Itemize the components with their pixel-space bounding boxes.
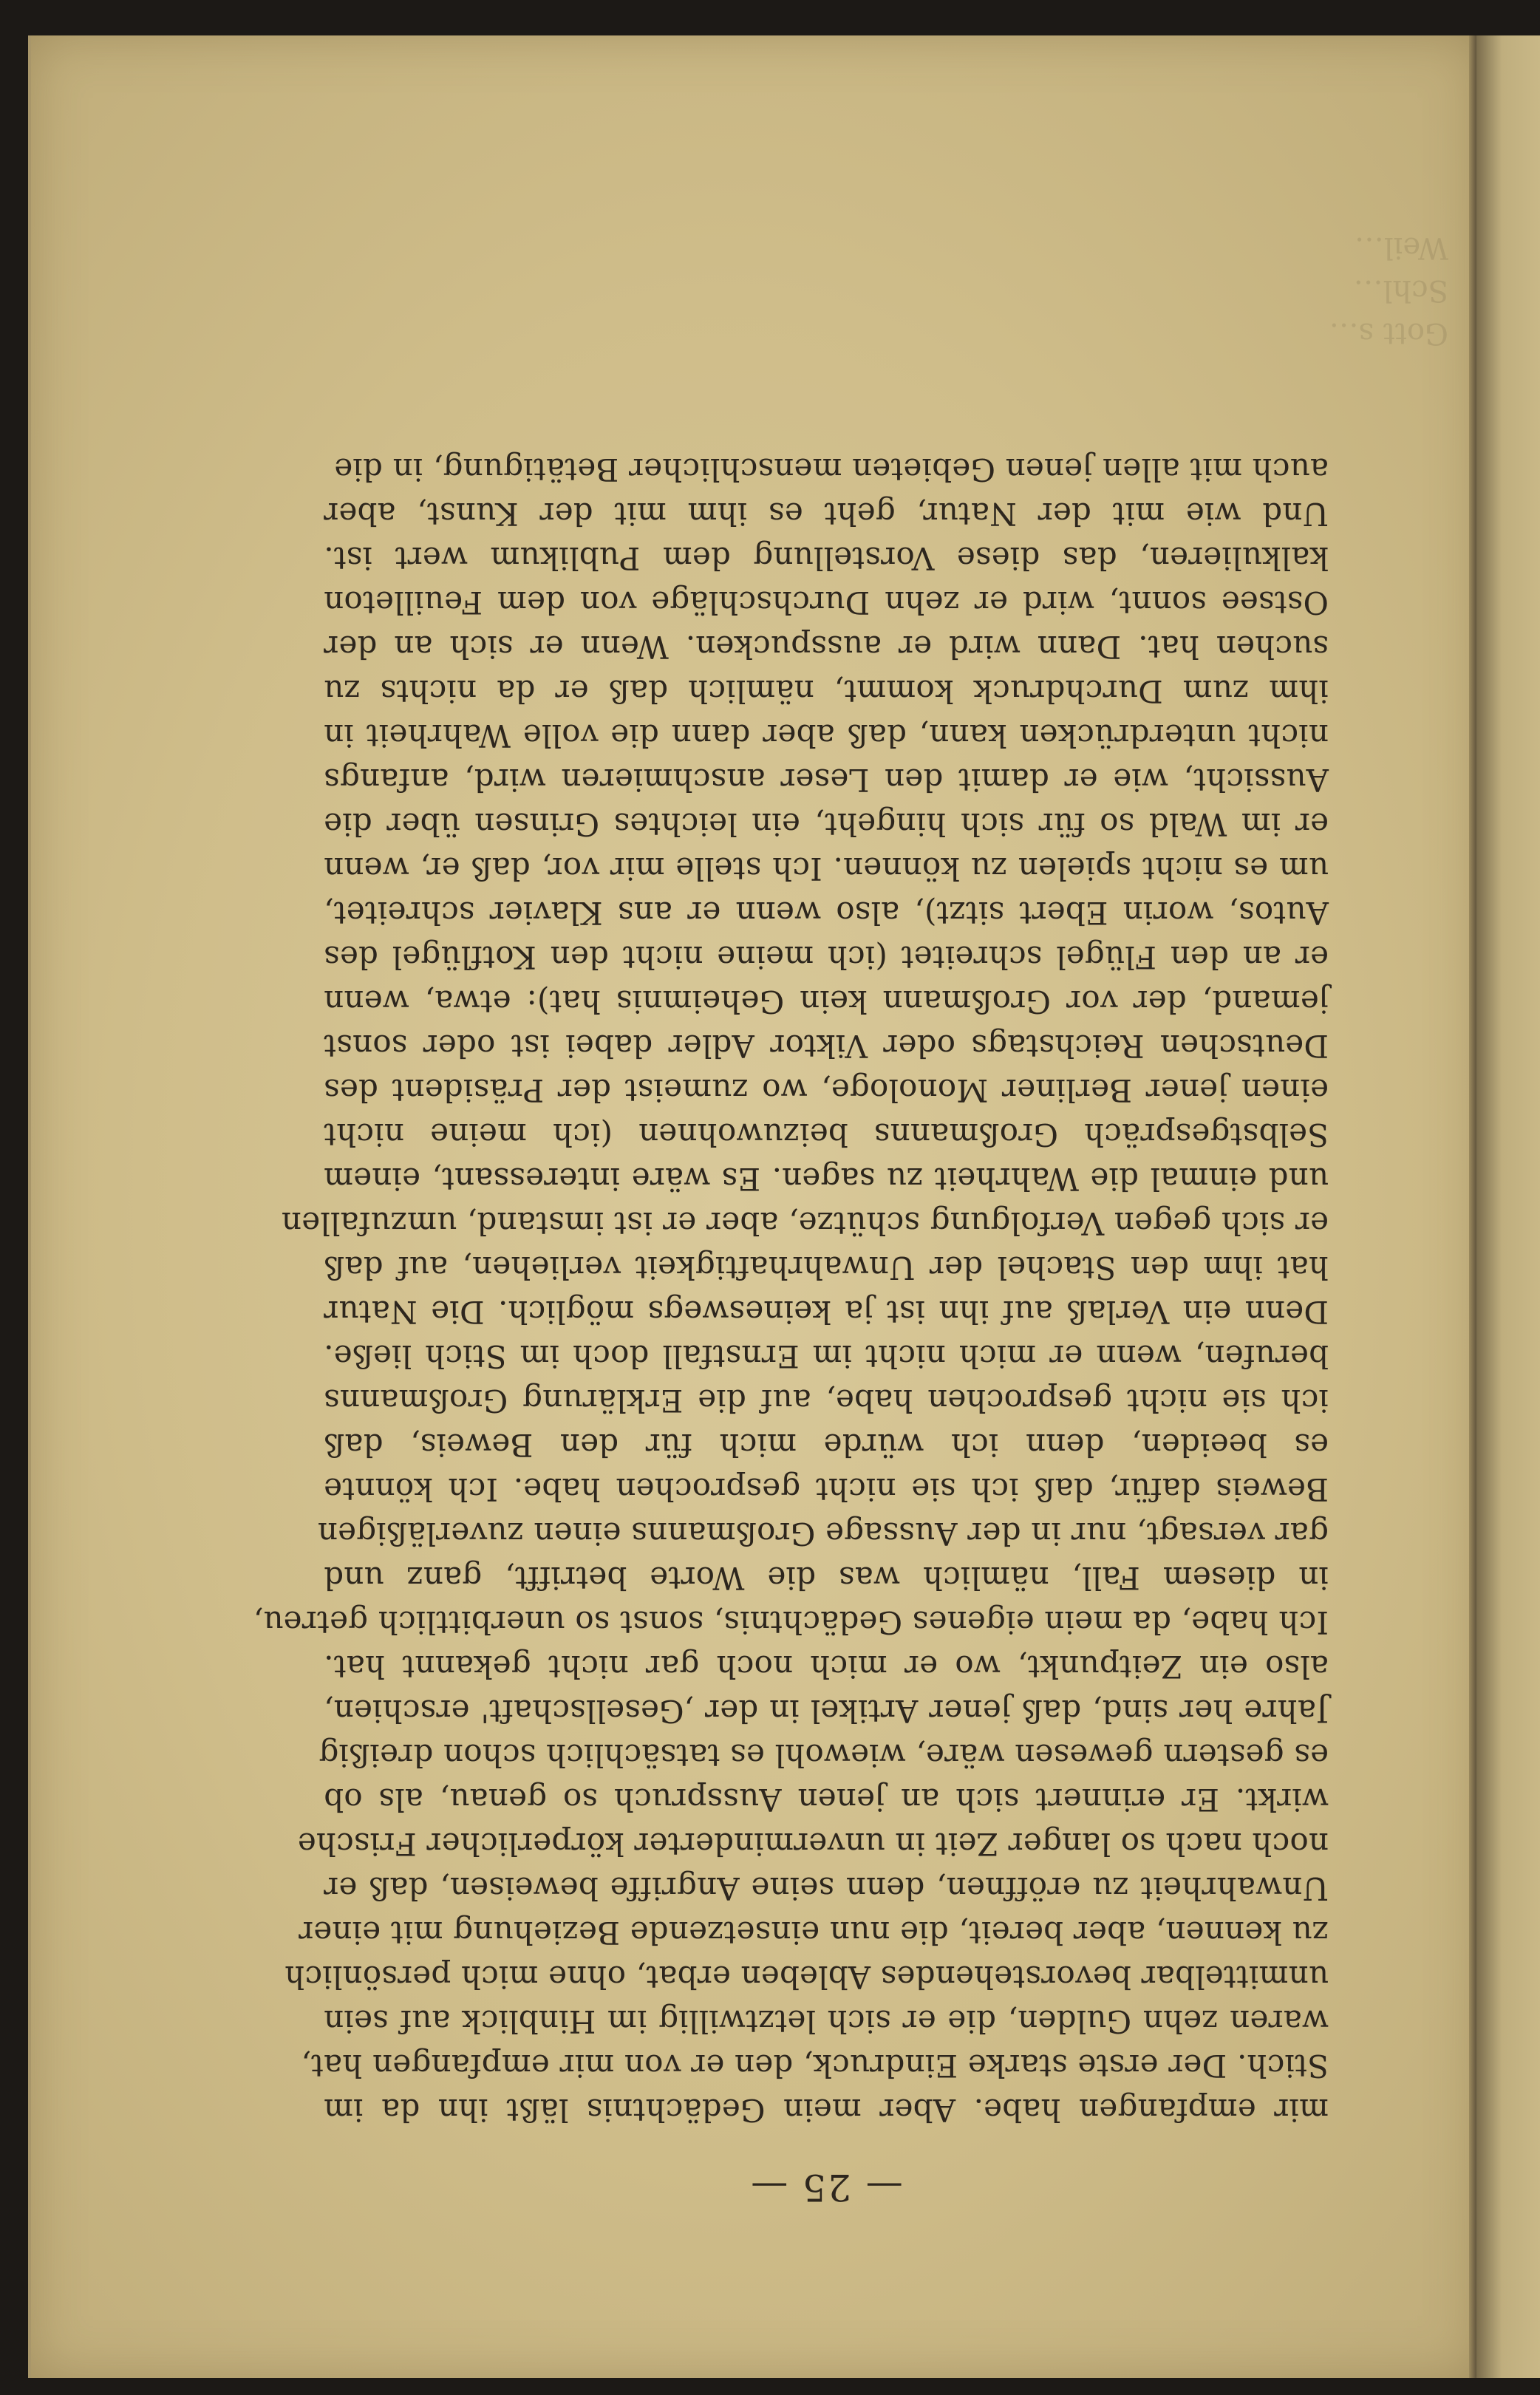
text-line: er im Wald so für sich hingeht, ein leichtes Grinsen über die bbox=[324, 806, 1329, 842]
text-line: er sich gegen Verfolgung schütze, aber er ist imstand, umzufallen bbox=[281, 1205, 1329, 1241]
text-line: Unwahrheit zu eröffnen, denn seine Angriffe beweisen, daß er bbox=[324, 1870, 1329, 1907]
bleed-through-ghost-text: Gott s… Schl… Weil… bbox=[1329, 231, 1448, 350]
text-line: zu kennen, aber bereit, die nun einsetzende Beziehung mit einer bbox=[298, 1915, 1329, 1951]
text-line: um es nicht spielen zu können. Ich stelle mir vor, daß er, wenn bbox=[324, 851, 1329, 887]
text-line: Stich. Der erste starke Eindruck, den er von mir empfangen hat, bbox=[301, 2048, 1329, 2084]
text-line: und einmal die Wahrheit zu sagen. Es wäre interessant, einem bbox=[324, 1161, 1329, 1197]
body-text bbox=[253, 447, 1329, 2132]
text-line: in diesem Fall, nämlich was die Worte betrifft, ganz und bbox=[324, 1560, 1329, 1596]
text-line: ich sie nicht gesprochen habe, auf die Erklärung Großmanns bbox=[324, 1383, 1329, 1419]
text-line: nicht unterdrücken kann, daß aber dann die volle Wahrheit in bbox=[324, 718, 1329, 754]
text-line: berufen, wenn er mich nicht im Ernstfall doch im Stich ließe. bbox=[324, 1338, 1329, 1374]
text-line: es gestern gewesen wäre, wiewohl es tatsächlich schon dreißig bbox=[318, 1737, 1329, 1774]
text-line: Autos, worin Ebert sitzt), also wenn er ans Klavier schreitet, bbox=[324, 895, 1329, 931]
text-line: Ostsee sonnt, wird er zehn Durchschläge von dem Feuilleton bbox=[324, 585, 1329, 621]
text-line: hat ihm den Stachel der Unwahrhaftigkeit verliehen, auf daß bbox=[324, 1250, 1329, 1286]
text-line: mir empfangen habe. Aber mein Gedächtnis läßt ihn da im bbox=[324, 2092, 1329, 2128]
text-line: er an den Flügel schreitet (ich meine nicht den Kotflügel des bbox=[324, 939, 1329, 975]
text-line: unmittelbar bevorstehendes Ableben erbat, ohne mich persönlich bbox=[285, 1959, 1329, 1995]
page-number: — 25 — bbox=[749, 2166, 903, 2209]
text-line: kalkulieren, das diese Vorstellung dem Publikum wert ist. bbox=[324, 540, 1329, 576]
text-line: ihm zum Durchdruck kommt, nämlich daß er da nichts zu bbox=[324, 673, 1329, 709]
text-line: Ich habe, da mein eigenes Gedächtnis, sonst so unerbittlich getreu, bbox=[253, 1604, 1329, 1641]
text-line: Jahre her sind, daß jener Artikel in der ‚Gesellschaft' erschien, bbox=[324, 1693, 1329, 1729]
text-line: waren zehn Gulden, die er sich letztwillig im Hinblick auf sein bbox=[324, 2003, 1329, 2040]
text-line: Aussicht, wie er damit den Leser anschmieren wird, anfangs bbox=[324, 762, 1329, 798]
upside-down-text-block bbox=[253, 425, 1329, 2243]
adjacent-page-edge bbox=[1476, 35, 1540, 2378]
text-line: einen jener Berliner Monologe, wo zumeist der Präsident des bbox=[324, 1072, 1329, 1108]
text-line: gar versagt, nur in der Aussage Großmanns einen zuverläßigen bbox=[317, 1516, 1329, 1552]
text-line: es beeiden, denn ich würde mich für den Beweis, daß bbox=[324, 1427, 1329, 1463]
text-line: jemand, der vor Großmann kein Geheimnis hat): etwa, wenn bbox=[324, 984, 1329, 1020]
text-line: wirkt. Er erinnert sich an jenen Ausspruch so genau, als ob bbox=[324, 1782, 1329, 1818]
text-line: Beweis dafür, daß ich sie nicht gesprochen habe. Ich könnte bbox=[324, 1471, 1329, 1507]
text-line: Denn ein Verlaß auf ihn ist ja keineswegs möglich. Die Natur bbox=[324, 1294, 1329, 1330]
text-line: Deutschen Reichstags oder Viktor Adler dabei ist oder sonst bbox=[324, 1028, 1329, 1064]
text-line: Und wie mit der Natur, geht es ihm mit der Kunst, aber bbox=[324, 496, 1329, 532]
text-line: noch nach so langer Zeit in unverminderter körperlicher Frische bbox=[297, 1826, 1329, 1862]
text-line: auch mit allen jenen Gebieten menschlicher Betätigung, in die bbox=[334, 452, 1329, 488]
text-line: Selbstgespräch Großmanns beizuwohnen (ich meine nicht bbox=[324, 1117, 1329, 1153]
text-line: suchen hat. Dann wird er ausspucken. Wenn er sich an der bbox=[324, 629, 1329, 665]
text-line: also ein Zeitpunkt, wo er mich noch gar nicht gekannt hat. bbox=[324, 1649, 1329, 1685]
